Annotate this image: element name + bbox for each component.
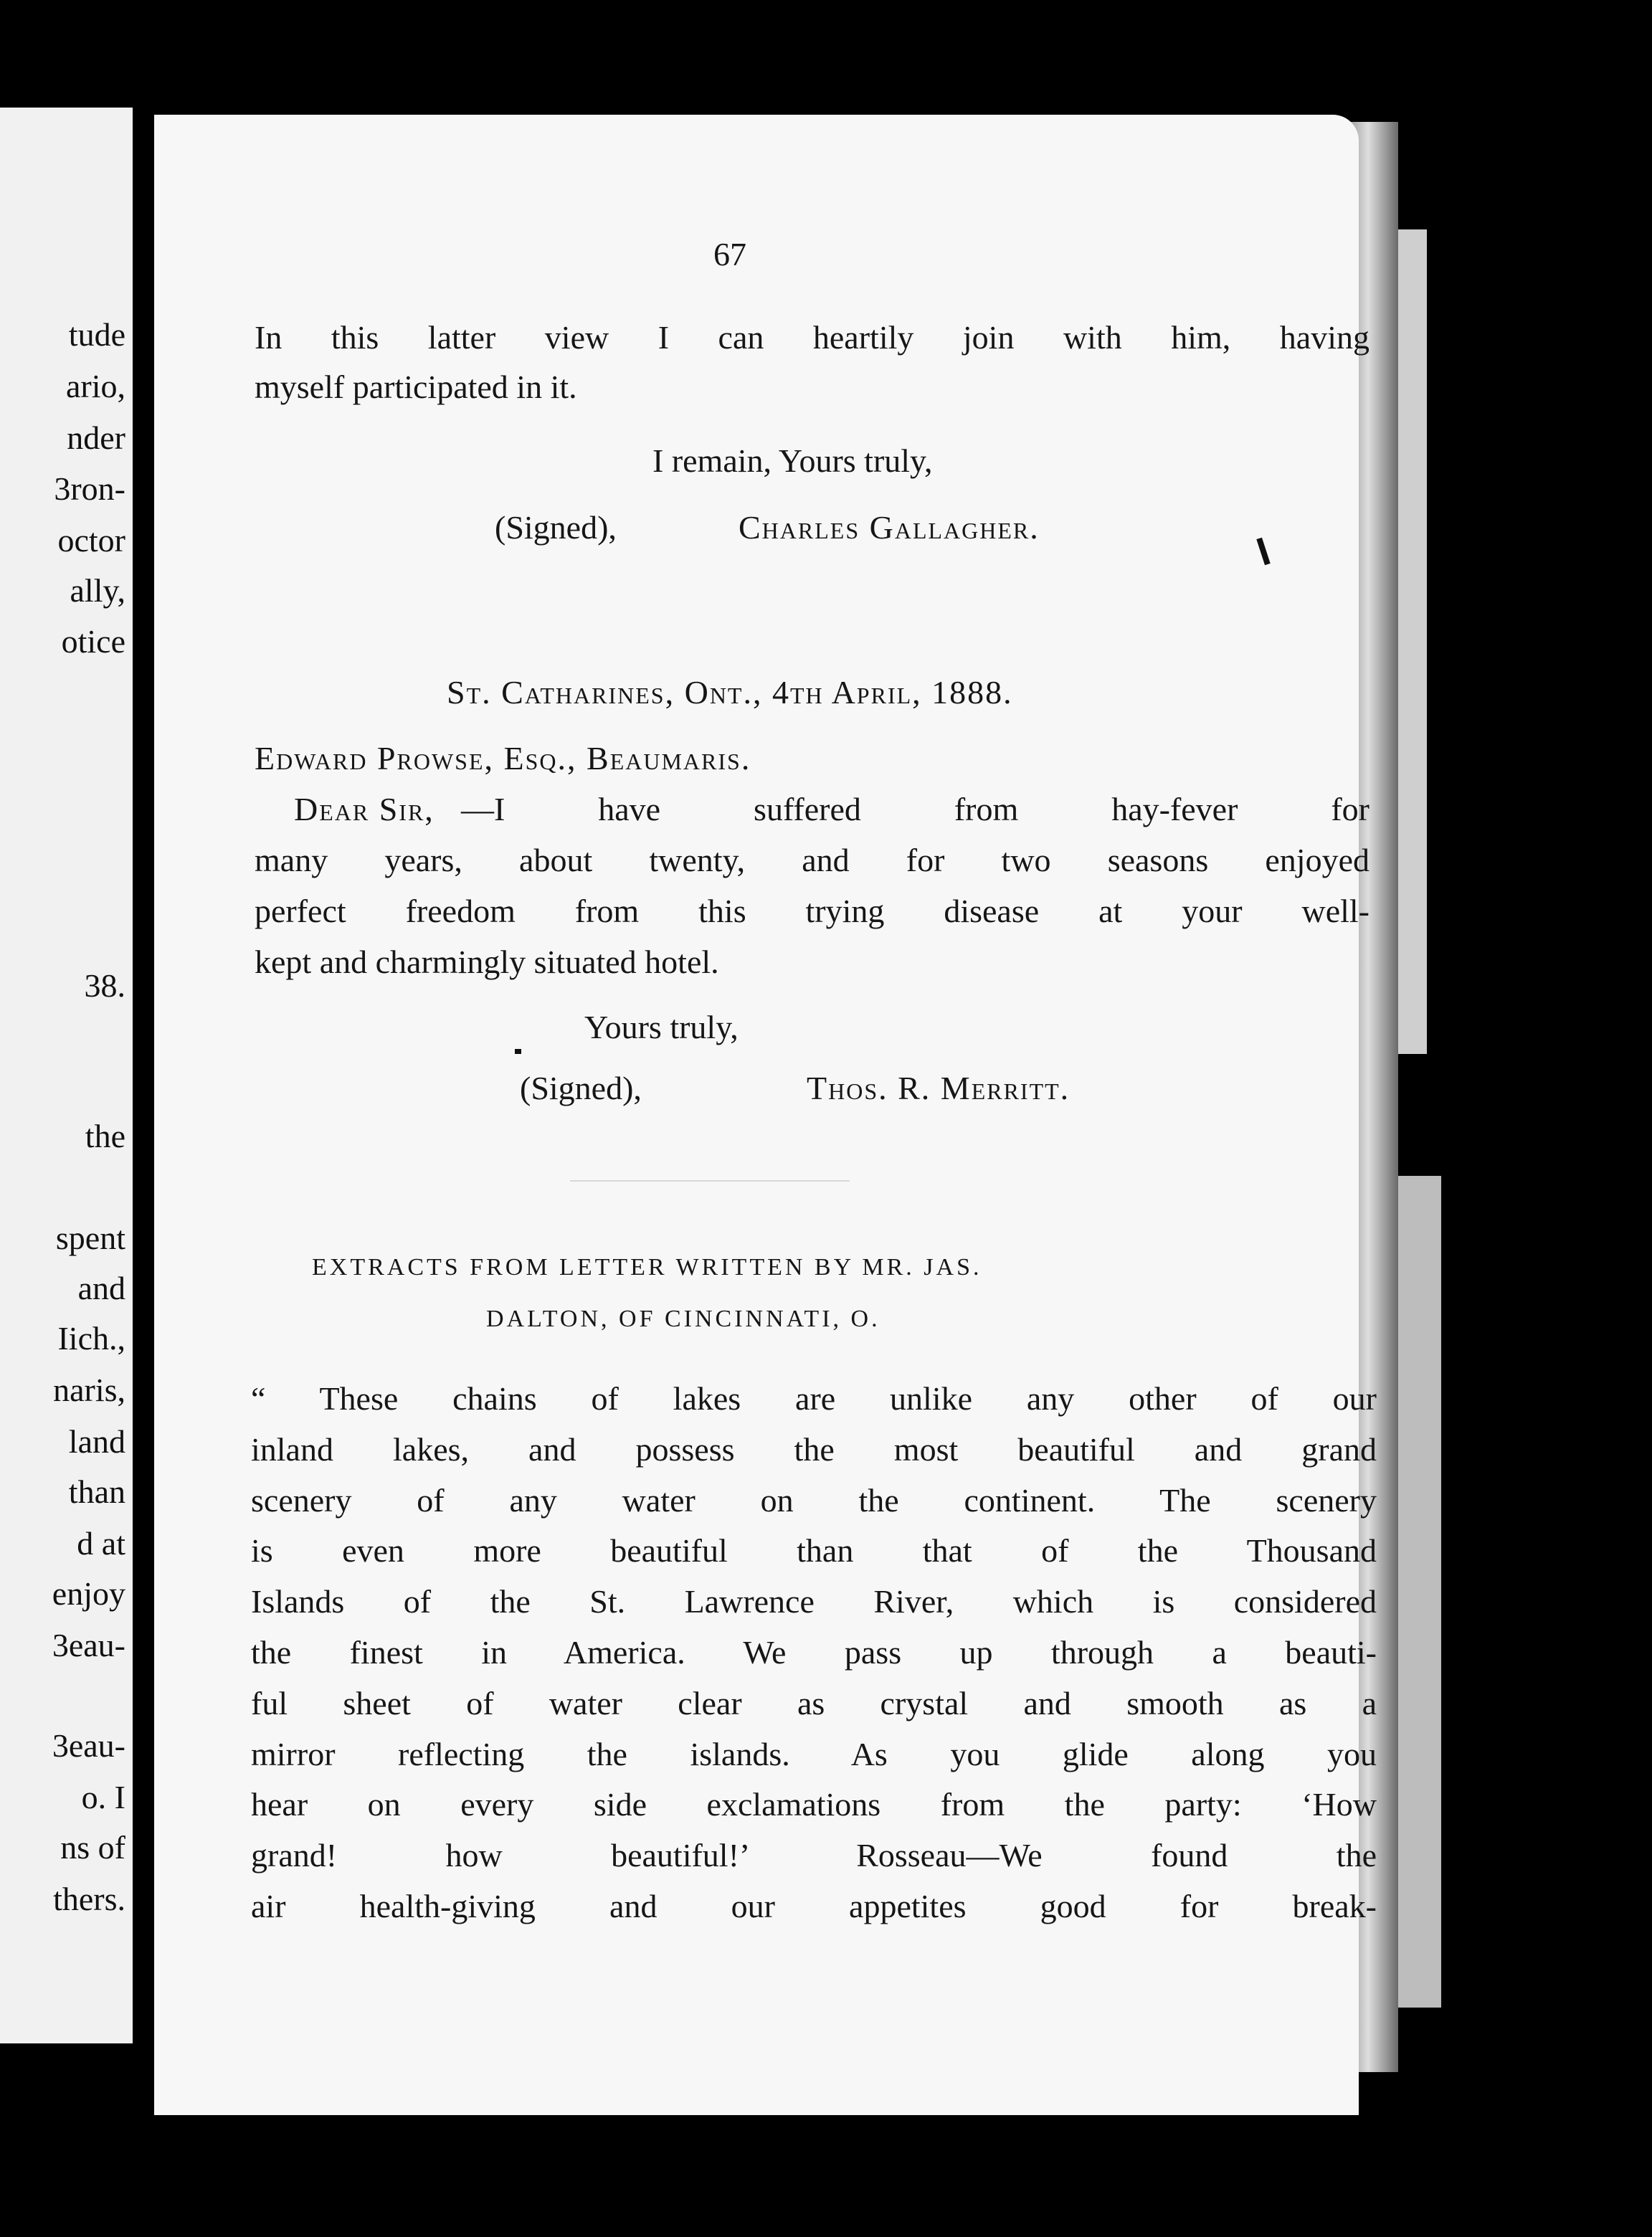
- left-page-line: the: [85, 1118, 125, 1154]
- letter-salutation: Dear Sir,: [294, 791, 435, 827]
- left-page-line: ario,: [65, 368, 125, 404]
- text-line: “ These chains of lakes are unlike any other of our: [251, 1380, 1377, 1417]
- text-line: hear on every side exclamations from the party: ‘How: [251, 1786, 1377, 1823]
- left-page-line: d at: [77, 1525, 125, 1562]
- text-line: Islands of the St. Lawrence River, which is considered: [251, 1583, 1377, 1620]
- text-line: —I have suffered from hay-fever for: [461, 791, 1369, 827]
- signed-label: (Signed),: [495, 509, 617, 546]
- text-line: scenery of any water on the continent. The scenery: [251, 1482, 1377, 1519]
- left-page-line: 3ron-: [54, 470, 125, 507]
- left-page-line: spent: [55, 1220, 125, 1256]
- left-page-line: naris,: [53, 1372, 125, 1408]
- left-page-line: and: [77, 1270, 125, 1306]
- letter-closing: Yours truly,: [584, 1009, 739, 1045]
- left-page-line: 3eau-: [52, 1627, 125, 1663]
- text-line: air health-giving and our appetites good for break-: [251, 1888, 1377, 1924]
- left-page-line: 38.: [84, 967, 125, 1004]
- page-edge-strip: [1398, 1176, 1441, 2008]
- extract-heading: EXTRACTS FROM LETTER WRITTEN BY MR. JAS.: [312, 1254, 982, 1281]
- signature: Thos. R. Merritt.: [807, 1070, 1071, 1106]
- text-line: ful sheet of water clear as crystal and smooth as a: [251, 1685, 1377, 1721]
- left-page-line: tude: [68, 316, 125, 353]
- left-page-line: ally,: [70, 572, 125, 609]
- left-page-line: nder: [67, 419, 125, 456]
- left-page-line: than: [68, 1473, 125, 1510]
- left-page-line: ns of: [60, 1829, 125, 1866]
- text-line: many years, about twenty, and for two seasons enjoyed: [255, 842, 1369, 878]
- text-line: grand! how beautiful!’ Rosseau—We found the: [251, 1837, 1377, 1873]
- book-gutter: [133, 0, 154, 2237]
- text-line: the finest in America. We pass up through a beauti-: [251, 1634, 1377, 1671]
- left-page-line: land: [68, 1423, 125, 1460]
- left-page-line: 3eau-: [52, 1727, 125, 1764]
- page-number: 67: [713, 236, 746, 272]
- left-page-line: thers.: [53, 1881, 125, 1917]
- left-page-line: Iich.,: [57, 1320, 125, 1357]
- text-line: In this latter view I can heartily join with him, having: [255, 319, 1369, 356]
- page-edge-strip: [1398, 229, 1427, 1054]
- extract-heading: DALTON, OF CINCINNATI, O.: [486, 1306, 880, 1332]
- text-line: mirror reflecting the islands. As you glide along you: [251, 1736, 1377, 1772]
- left-page-line: o. I: [81, 1779, 125, 1815]
- signed-label: (Signed),: [520, 1070, 642, 1106]
- left-page-line: enjoy: [52, 1575, 125, 1612]
- letter-dateline: St. Catharines, Ont., 4th April, 1888.: [447, 674, 1013, 711]
- ink-mark: [515, 1049, 521, 1054]
- text-line: inland lakes, and possess the most beautiful and grand: [251, 1431, 1377, 1468]
- section-divider: [570, 1180, 850, 1182]
- left-page-line: otice: [61, 623, 125, 660]
- left-page-fragment: [0, 108, 133, 2043]
- book-page: [154, 115, 1377, 2115]
- text-line: is even more beautiful than that of the Thousand: [251, 1532, 1377, 1569]
- letter-addressee: Edward Prowse, Esq., Beaumaris.: [255, 740, 751, 776]
- text-line: myself participated in it.: [255, 369, 577, 405]
- left-page-line: octor: [57, 522, 125, 559]
- text-line: perfect freedom from this trying disease at your well-: [255, 893, 1369, 929]
- letter-closing: I remain, Yours truly,: [652, 442, 933, 479]
- signature: Charles Gallagher.: [739, 509, 1040, 546]
- text-line: kept and charmingly situated hotel.: [255, 944, 719, 980]
